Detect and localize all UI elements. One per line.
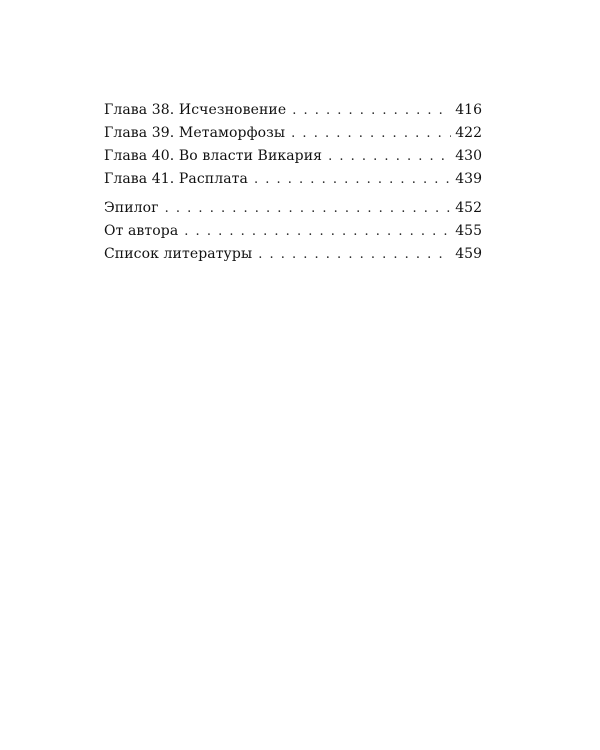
dot-leader bbox=[258, 243, 451, 266]
dot-leader bbox=[292, 99, 451, 122]
toc-entry-page-number: 416 bbox=[455, 102, 482, 118]
toc-entry-epilogue bbox=[104, 197, 482, 220]
toc-entry-chapter-40 bbox=[104, 145, 482, 168]
toc-entry-chapter-38 bbox=[104, 99, 482, 122]
toc-entry-title: Глава 40. Во власти Викария bbox=[104, 148, 323, 164]
dot-leader bbox=[165, 197, 452, 220]
toc-entry-page-number: 422 bbox=[455, 125, 482, 141]
toc-entry-chapter-41 bbox=[104, 168, 482, 191]
dot-leader bbox=[328, 145, 451, 168]
toc-entry-title: Глава 38. Исчезновение bbox=[104, 102, 287, 118]
dot-leader bbox=[184, 220, 451, 243]
dot-leader bbox=[254, 168, 451, 191]
toc-entry-page-number: 455 bbox=[455, 223, 482, 239]
toc-entry-title: Глава 39. Метаморфозы bbox=[104, 125, 286, 141]
toc-entry-title: Эпилог bbox=[104, 200, 159, 216]
toc-entry-page-number: 430 bbox=[455, 148, 482, 164]
toc-entry-title: От автора bbox=[104, 223, 179, 239]
toc-entry-page-number: 452 bbox=[455, 200, 482, 216]
toc-entry-page-number: 439 bbox=[455, 171, 482, 187]
toc-entry-bibliography bbox=[104, 243, 482, 266]
toc-entry-page-number: 459 bbox=[455, 246, 482, 262]
toc-entry-title: Список литературы bbox=[104, 246, 253, 262]
table-of-contents bbox=[104, 99, 482, 266]
toc-entry-author-note bbox=[104, 220, 482, 243]
toc-entry-chapter-39 bbox=[104, 122, 482, 145]
dot-leader bbox=[291, 122, 451, 145]
toc-entry-title: Глава 41. Расплата bbox=[104, 171, 248, 187]
